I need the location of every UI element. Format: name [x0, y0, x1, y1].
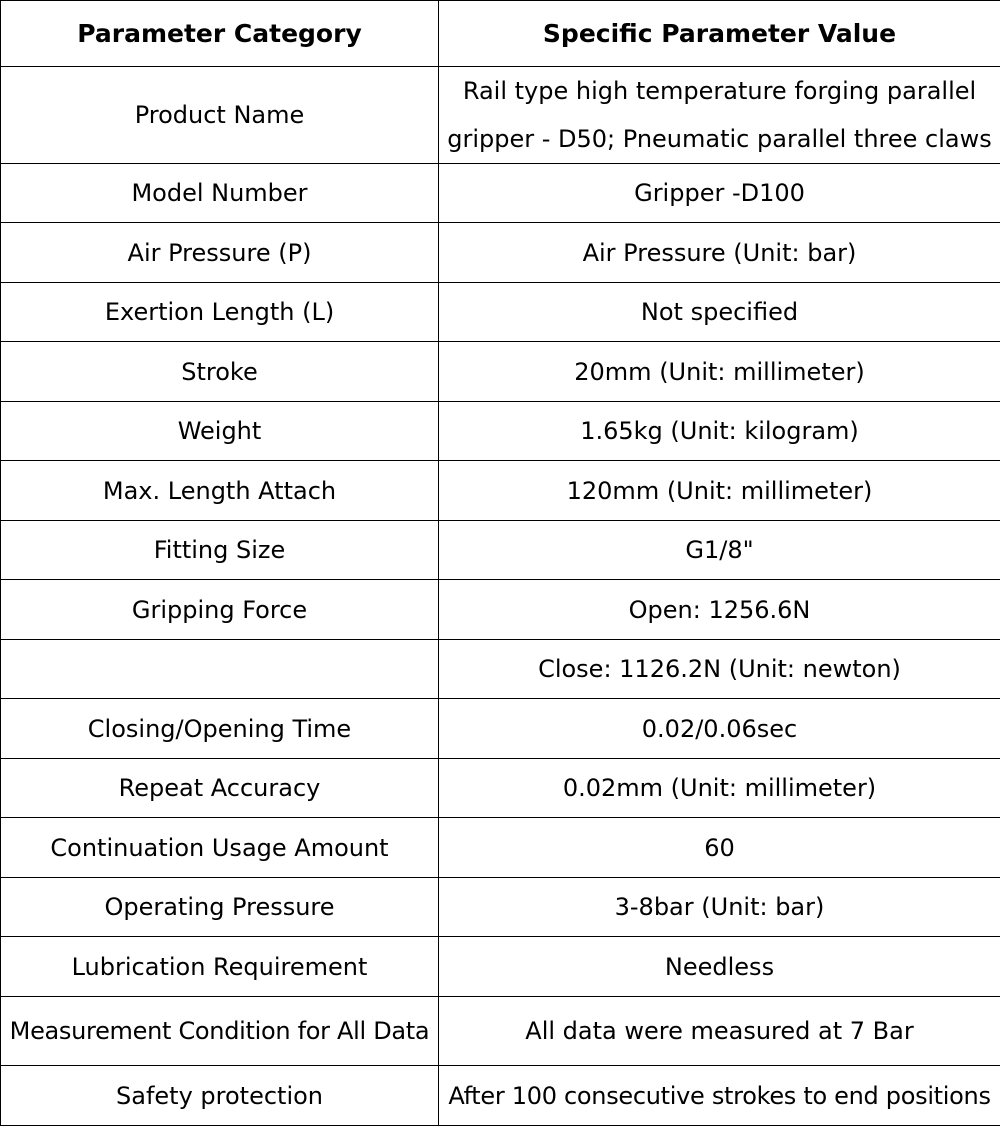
row-value: All data were measured at 7 Bar [439, 997, 1000, 1066]
header-parameter-category: Parameter Category [1, 1, 439, 67]
row-value: Open: 1256.6N [439, 580, 1000, 640]
table-row [1, 937, 1000, 997]
row-category: Model Number [1, 164, 439, 223]
row-value: Gripper -D100 [439, 164, 1000, 223]
row-category: Closing/Opening Time [1, 699, 439, 759]
row-category: Air Pressure (P) [1, 223, 439, 283]
table-row [1, 164, 1000, 223]
row-value: G1/8" [439, 521, 1000, 580]
row-category: Measurement Condition for All Data [1, 997, 439, 1066]
table-row [1, 640, 1000, 699]
row-category: Max. Length Attach [1, 461, 439, 521]
row-value: 20mm (Unit: millimeter) [439, 342, 1000, 402]
row-category: Operating Pressure [1, 878, 439, 937]
row-value: 0.02/0.06sec [439, 699, 1000, 759]
header-parameter-value: Specific Parameter Value [439, 1, 1000, 67]
table-row [1, 997, 1000, 1066]
row-category: Gripping Force [1, 580, 439, 640]
table-row [1, 580, 1000, 640]
row-value: Not specified [439, 283, 1000, 342]
table-row [1, 342, 1000, 402]
row-value: Rail type high temperature forging parallel gripper - D50; Pneumatic parallel three claws [439, 67, 1000, 164]
row-value: 60 [439, 818, 1000, 878]
row-category: Exertion Length (L) [1, 283, 439, 342]
table-header-row [1, 1, 1000, 67]
table-row [1, 1066, 1000, 1126]
row-value: 120mm (Unit: millimeter) [439, 461, 1000, 521]
row-category: Product Name [1, 67, 439, 164]
row-value: Needless [439, 937, 1000, 997]
row-value: 3-8bar (Unit: bar) [439, 878, 1000, 937]
table-row [1, 818, 1000, 878]
table-row [1, 283, 1000, 342]
row-category: Continuation Usage Amount [1, 818, 439, 878]
row-category: Stroke [1, 342, 439, 402]
row-value: 1.65kg (Unit: kilogram) [439, 402, 1000, 461]
row-value: Air Pressure (Unit: bar) [439, 223, 1000, 283]
table-row [1, 878, 1000, 937]
table-row [1, 759, 1000, 818]
row-value: After 100 consecutive strokes to end positions [439, 1066, 1000, 1126]
table-row [1, 67, 1000, 164]
table-row [1, 223, 1000, 283]
row-category: Safety protection [1, 1066, 439, 1126]
row-category: Repeat Accuracy [1, 759, 439, 818]
row-category [1, 640, 439, 699]
table-row [1, 521, 1000, 580]
row-value: 0.02mm (Unit: millimeter) [439, 759, 1000, 818]
table-row [1, 699, 1000, 759]
table-row [1, 402, 1000, 461]
row-value: Close: 1126.2N (Unit: newton) [439, 640, 1000, 699]
table-row [1, 461, 1000, 521]
row-category: Weight [1, 402, 439, 461]
row-category: Lubrication Requirement [1, 937, 439, 997]
row-category: Fitting Size [1, 521, 439, 580]
